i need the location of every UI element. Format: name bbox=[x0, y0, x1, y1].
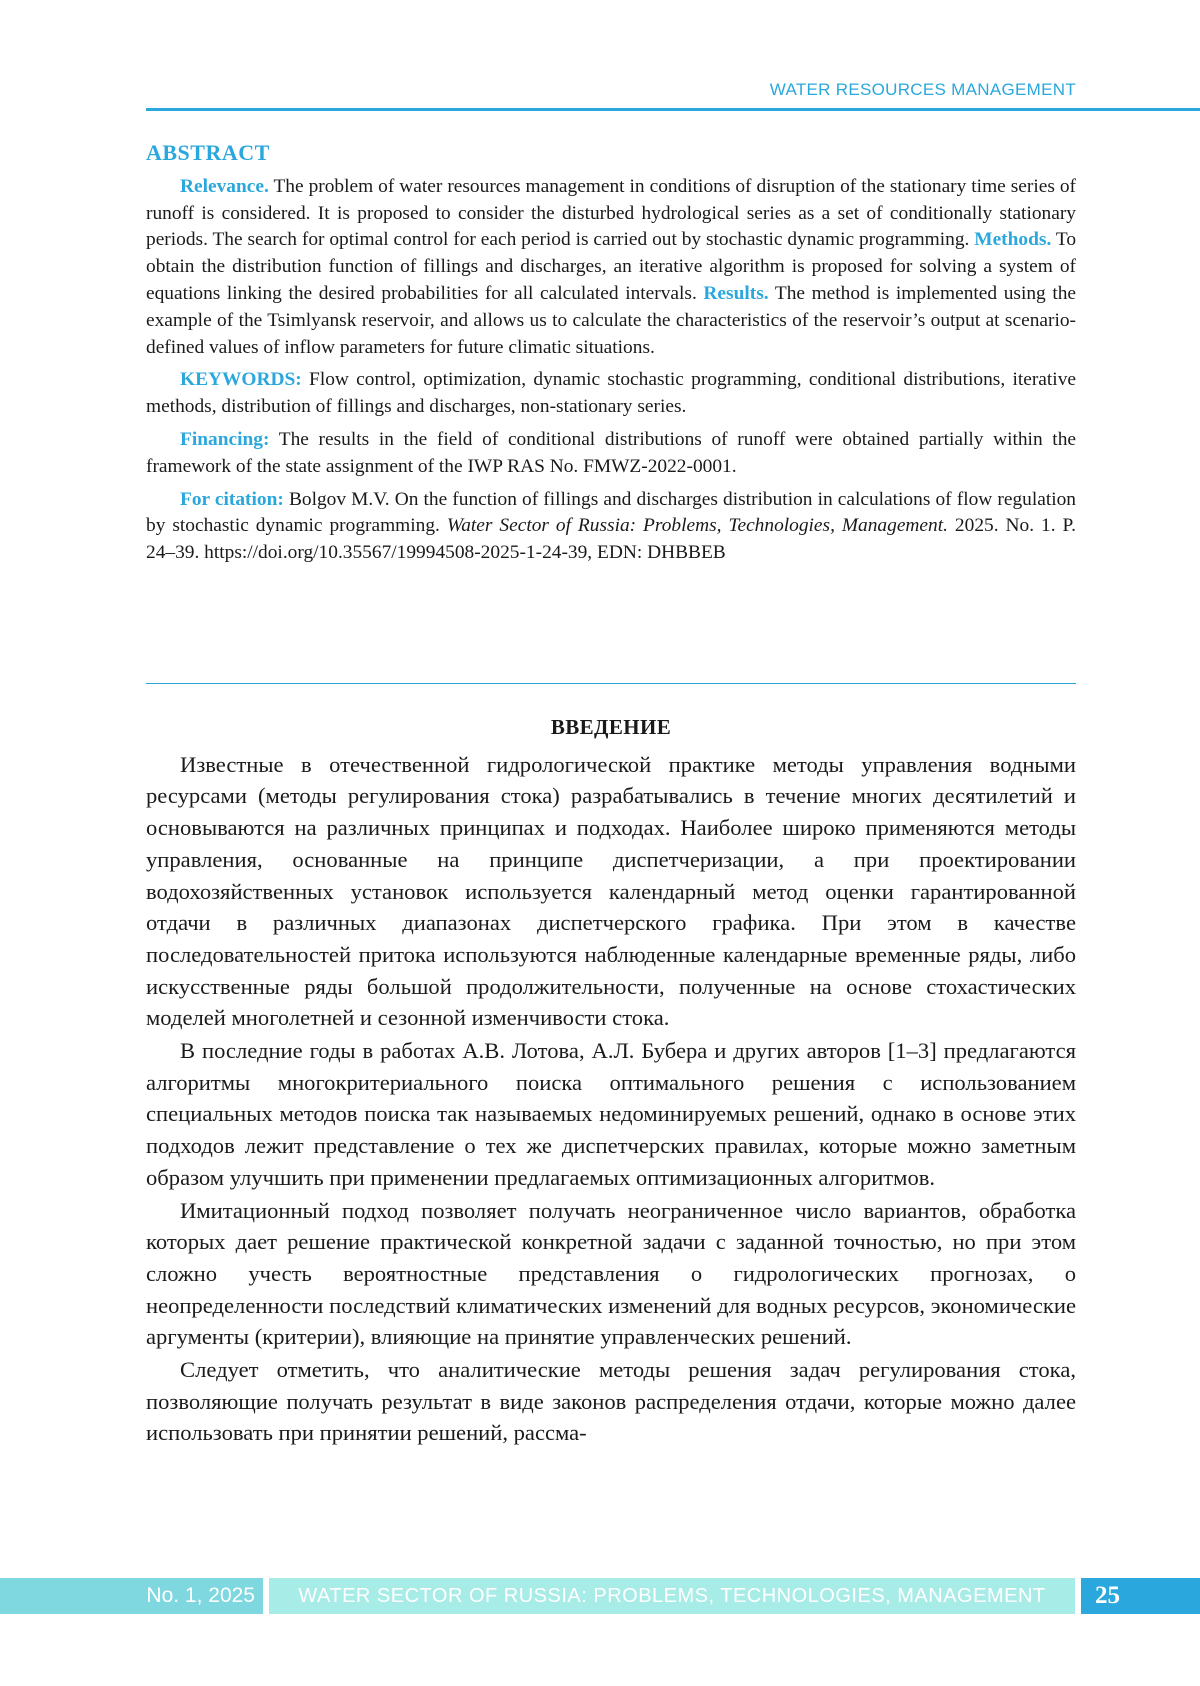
methods-text: To obtain the distribution function of fillings and discharges, an iterative algorithm is proposed for solving a system of equations linking the desired probabilities for all calculated intervals. bbox=[146, 229, 1077, 304]
keywords-label: KEYWORDS: bbox=[180, 369, 302, 391]
keywords-text: Flow control, optimization, dynamic stochastic programming, conditional distributions, iterative methods, distribution of fillings and discharges, non-stationary series. bbox=[146, 369, 1076, 418]
citation-journal: Water Sector of Russia: Problems, Technologies, Management. bbox=[446, 515, 948, 537]
abstract-block bbox=[146, 140, 1076, 573]
section-header: WATER RESOURCES MANAGEMENT bbox=[769, 80, 1076, 99]
citation-label: For citation: bbox=[180, 488, 284, 510]
header-rule bbox=[146, 108, 1200, 111]
page-number: 25 bbox=[1081, 1578, 1200, 1614]
intro-paragraph: Известные в отечественной гидрологической практике методы управления водными ресурсами (методы регулирования стока) разрабатывались в течение многих десятилетий и основываются на различных принципах и подходах. Наиболее широко применяются методы управления, основанные на принципе диспетчеризации, а при проектировании водохозяйственных установок используется календарный метод оценки гарантированной отдачи в различных диапазонах диспетчерского графика. При этом в качестве последовательностей притока используются наблюденные календарные временные ряды, либо искусственные ряды большой продолжительности, полученные на основе стохастических моделей многолетней и сезонной изменчивости стока. bbox=[146, 751, 1076, 1031]
financing-label: Financing: bbox=[180, 428, 270, 450]
abstract-heading: ABSTRACT bbox=[146, 140, 270, 165]
relevance-label: Relevance. bbox=[180, 175, 269, 197]
footer-journal-title: WATER SECTOR OF RUSSIA: PROBLEMS, TECHNOLOGIES, MANAGEMENT bbox=[269, 1578, 1075, 1614]
footer-issue: No. 1, 2025 bbox=[0, 1578, 263, 1614]
intro-paragraph: Следует отметить, что аналитические методы решения задач регулирования стока, позволяющие получать результат в виде законов распределения отдачи, которые можно далее использовать при принятии решений, рассма- bbox=[146, 1357, 1076, 1446]
citation-paragraph bbox=[146, 487, 1076, 567]
intro-paragraph: В последние годы в работах А.В. Лотова, А.Л. Бубера и других авторов [1–3] предлагаются алгоритмы многокритериального поиска оптимального решения с использованием специальных методов поиска так называемых недоминируемых решений, однако в основе этих подходов лежит представление о тех же диспетчерских правилах, которые можно заметным образом улучшить при применении предлагаемых оптимизационных алгоритмов. bbox=[146, 1038, 1076, 1190]
intro-paragraph: Имитационный подход позволяет получать неограниченное число вариантов, обработка которых дает решение практической конкретной задачи с заданной точностью, но при этом сложно учесть вероятностные представления о гидрологических прогнозах, о неопределенности последствий климатических изменений для водных ресурсов, экономические аргументы (критерии), влияющие на принятие управленческих решений. bbox=[146, 1197, 1076, 1350]
abstract-relevance-paragraph bbox=[146, 174, 1076, 362]
citation-text: Bolgov M.V. On the function of fillings and discharges distribution in calculations of flow regulation by stochastic dynamic programming. bbox=[146, 488, 1077, 537]
abstract-divider bbox=[146, 683, 1076, 684]
page-footer bbox=[0, 1578, 1200, 1614]
relevance-text: The problem of water resources management in conditions of disruption of the stationary time series of runoff is considered. It is proposed to consider the disturbed hydrological series as a set of conditionally stationary periods. The search for optimal control for each period is carried out by stochastic dynamic programming. bbox=[146, 175, 1076, 251]
citation-tail: 2025. No. 1. P. 24–39. https://doi.org/10.35567/19994508-2025-1-24-39, EDN: DHBBEB bbox=[146, 515, 1076, 564]
financing-text: The results in the field of conditional distributions of runoff were obtained partially within the framework of the state assignment of the IWP RAS No. FMWZ-2022-0001. bbox=[146, 428, 1076, 477]
keywords-paragraph bbox=[146, 367, 1076, 421]
results-text: The method is implemented using the example of the Tsimlyansk reservoir, and allows us to calculate the characteristics of the reservoir’s output at scenario-defined values of inflow parameters for future climatic situations. bbox=[146, 282, 1077, 358]
financing-paragraph bbox=[146, 427, 1076, 481]
methods-label: Methods. bbox=[974, 229, 1052, 251]
introduction-heading: ВВЕДЕНИЕ bbox=[550, 715, 672, 739]
introduction-section bbox=[146, 712, 1076, 1450]
results-label: Results. bbox=[703, 282, 769, 304]
